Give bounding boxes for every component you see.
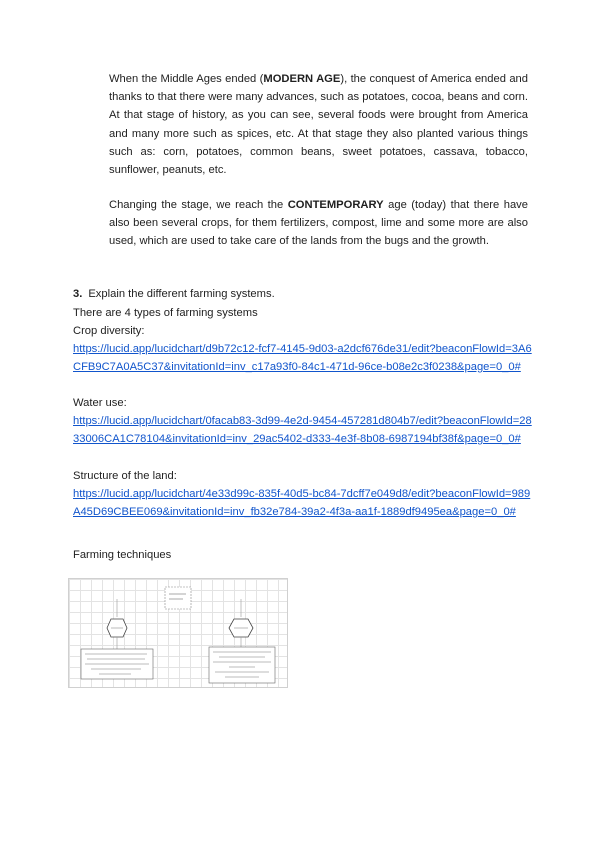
- p2-text-start: Changing the stage, we reach the: [109, 199, 288, 211]
- diagram-drawing: [69, 579, 288, 688]
- paragraph-modern-age: [109, 70, 528, 179]
- intro-line: There are 4 types of farming systems: [73, 307, 258, 319]
- p1-bold-term: MODERN AGE: [263, 73, 341, 85]
- link-water-use[interactable]: https://lucid.app/lucidchart/0facab83-3d99-4e2d-9454-457281d804b7/edit?beaconFlowId=2833006CA1C78104&invitationId=inv_29ac5402-d333-4e3f-8b08-6987194bf38f&page=0_0#: [73, 415, 532, 445]
- question-number: 3.: [73, 288, 83, 300]
- section-label-structure-of-land: Structure of the land:: [73, 470, 177, 482]
- question-text: Explain the different farming systems.: [88, 288, 275, 300]
- p1-text-end: ), the conquest of America ended and thanks to that there were many advances, such as potatoes, cocoa, beans and corn. At that stage of history, as you can see, several foods were brought from America and many more such as spices, etc. At that stage they also planted various things such as: corn, potatoes, common beans, sweet potatoes, cassava, tobacco, sunflower, peanuts, etc.: [109, 73, 528, 177]
- farming-techniques-diagram-image: [68, 578, 288, 688]
- question-3: [73, 285, 275, 303]
- link-structure-of-land[interactable]: https://lucid.app/lucidchart/4e33d99c-835f-40d5-bc84-7dcff7e049d8/edit?beaconFlowId=989A45D69CBEE069&invitationId=inv_fb32e784-39a2-4f3a-aa1f-1889df9495ea&page=0_0#: [73, 488, 531, 518]
- paragraph-contemporary-age: [109, 196, 528, 251]
- section-label-crop-diversity: Crop diversity:: [73, 325, 145, 337]
- p1-text-start: When the Middle Ages ended (: [109, 73, 264, 85]
- p2-bold-term: CONTEMPORARY: [287, 199, 384, 211]
- link-crop-diversity[interactable]: https://lucid.app/lucidchart/d9b72c12-fcf7-4145-9d03-a2dcf676de31/edit?beaconFlowId=3A6CFB9C7A0A5C37&invitationId=inv_c17a93f0-84c1-471d-96ce-b08e2c3f0238&page=0_0#: [73, 343, 532, 373]
- section-label-water-use: Water use:: [73, 397, 127, 409]
- diagram-note-box: [165, 587, 191, 609]
- section-label-farming-techniques: Farming techniques: [73, 549, 172, 561]
- p2-text-end: age (today) that there have also been several crops, for them fertilizers, compost, lime and some more are also used, which are used to take care of the lands from the bugs and the growth.: [109, 199, 528, 248]
